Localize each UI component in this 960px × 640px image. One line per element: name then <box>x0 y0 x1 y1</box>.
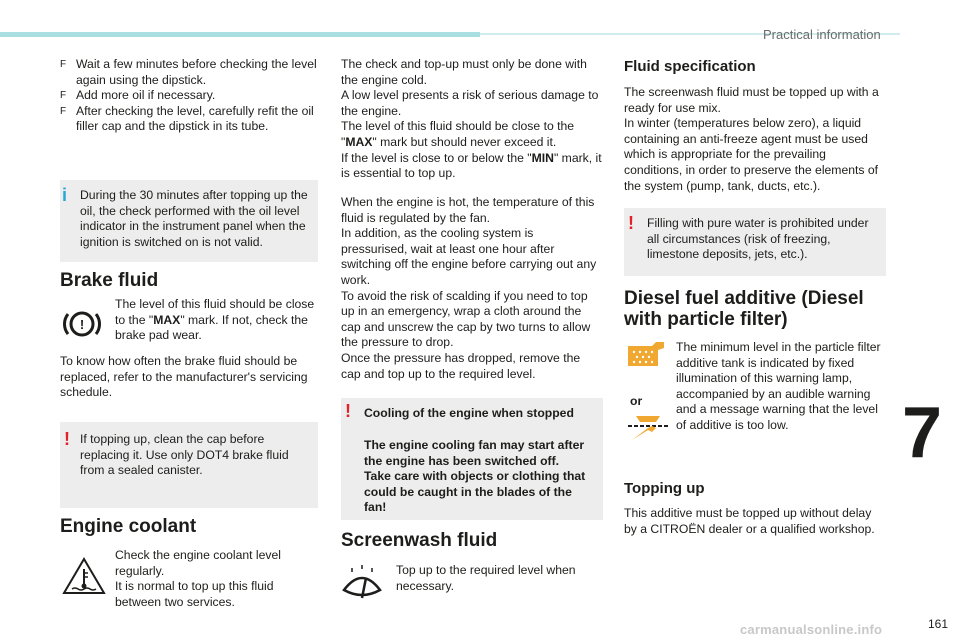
brake-warning-icon <box>60 302 104 346</box>
warning-note-brake: ! If topping up, clean the cap before replacing it. Use only DOT4 brake fluid from a sealed canister. <box>60 422 318 508</box>
engine-coolant-heading: Engine coolant <box>60 516 197 537</box>
coolant-paragraph-1: The check and top-up must only be done with the engine cold. A low level presents a risk of serious damage to the engine. The level of this fluid should be close to the "MAX" mark but should never exceed it. If the level is close to or below the "MIN" mark, it is essential to top up. <box>341 57 602 181</box>
coolant-paragraph-2: When the engine is hot, the temperature of this fluid is regulated by the fan. In addition, as the cooling system is pressurised, wait at least one hour after switching off the engine before carrying out any work. To avoid the risk of scalding if you need to top up in an emergency, wrap a cloth around the cap and unscrew the cap by two turns to allow the pressure to drop. Once the pressure has dropped, remove the cap and top up to the required level. <box>341 195 597 381</box>
screenwash-heading: Screenwash fluid <box>341 530 498 551</box>
brake-fluid-heading: Brake fluid <box>60 270 159 291</box>
screenwash-text: Top up to the required level when necessary. <box>396 563 576 593</box>
topping-up-heading: Topping up <box>624 480 705 497</box>
diesel-additive-text: The minimum level in the particle filter additive tank is indicated by fixed illumination of this warning lamp, accompanied by an audible warning and a message warning that the level of additive is too low. <box>676 340 881 432</box>
header-accent-bar <box>0 32 480 37</box>
bullet-mark: F <box>60 90 67 102</box>
warning-note-cooling: ! Cooling of the engine when stopped The engine cooling fan may start after the engine has been switched off. Take care with objects or clothing that could be caught in the blades of the fan! <box>341 398 603 520</box>
topping-up-text: This additive must be topped up without delay by a CITROËN dealer or a qualified workshop. <box>624 506 875 536</box>
list-item: F Wait a few minutes before checking the level again using the dipstick. <box>60 57 317 87</box>
warning-icon: ! <box>64 429 70 449</box>
list-item: F After checking the level, carefully refit the oil filler cap and the dipstick in its tube. <box>60 103 314 134</box>
diesel-additive-heading: Diesel fuel additive (Diesel with particle filter) <box>624 288 864 330</box>
section-title: Practical information <box>763 27 881 42</box>
page-number: 161 <box>928 617 949 631</box>
info-note-oil: i During the 30 minutes after topping up the oil, the check performed with the oil level indicator in the instrument panel when the ignition is switched on is not valid. <box>60 180 318 262</box>
warning-icon: ! <box>345 401 351 421</box>
brake-fluid-text: The level of this fluid should be close to the "MAX" mark. If not, check the brake pad wear. <box>115 297 315 343</box>
chapter-number: 7 <box>902 393 943 473</box>
wrench-icon <box>622 410 672 444</box>
warning-note-water: ! Filling with pure water is prohibited under all circumstances (risk of freezing, limestone deposits, jets, etc.). <box>624 208 886 276</box>
svg-text:!: ! <box>79 317 85 332</box>
bullet-mark: F <box>60 59 67 70</box>
coolant-icon <box>60 555 108 599</box>
fluid-specification-heading: Fluid specification <box>624 58 756 75</box>
watermark: carmanualsonline.info <box>740 622 883 637</box>
bullet-mark: F <box>60 105 67 117</box>
info-icon: i <box>62 185 68 205</box>
fluid-specification-text: The screenwash fluid must be topped up with a ready for use mix. In winter (temperatures below zero), a liquid containing an anti-freeze agent must be used which is appropriate for the prevailing conditions, in order to preserve the elements of the system (pump, tank, ducts, etc.). <box>624 85 879 193</box>
warning-icon: ! <box>628 213 634 233</box>
diesel-additive-icon <box>622 338 670 372</box>
brake-fluid-paragraph: To know how often the brake fluid should be replaced, refer to the manufacturer's servicing schedule. <box>60 354 308 400</box>
oil-bullet-list <box>60 57 322 135</box>
list-item: F Add more oil if necessary. <box>60 88 216 103</box>
screenwash-icon <box>340 562 384 606</box>
engine-coolant-text: Check the engine coolant level regularly. It is normal to top up this fluid between two services. <box>115 548 281 609</box>
or-label: or <box>630 394 643 408</box>
